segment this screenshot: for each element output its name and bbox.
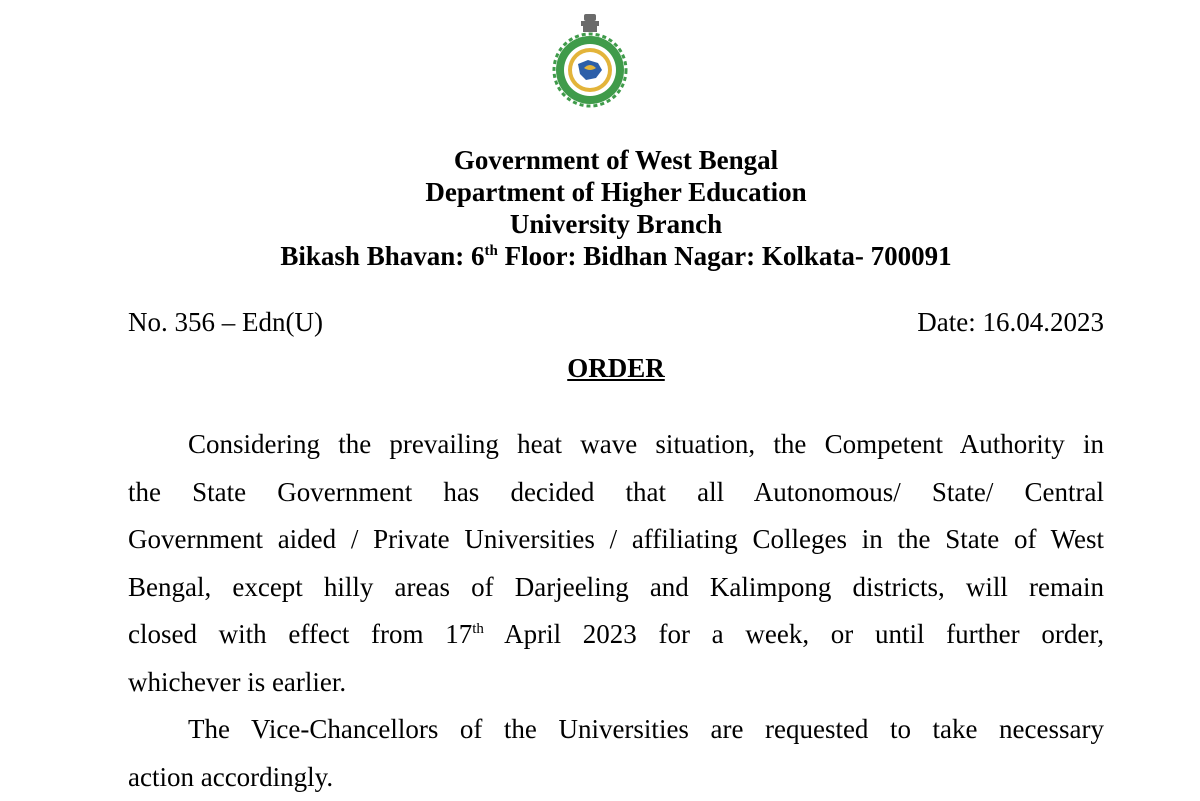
office-address	[0, 240, 1200, 272]
ordinal-suffix: th	[472, 621, 484, 637]
paragraph-line: Bengal, except hilly areas of Darjeeling and Kalimpong districts, will remain	[128, 564, 1104, 612]
order-date: Date: 16.04.2023	[917, 306, 1104, 338]
paragraph-line: action accordingly.	[128, 754, 1104, 801]
order-title: ORDER	[0, 352, 1200, 384]
ashoka-pillar-icon	[581, 14, 599, 32]
address-ordinal: th	[484, 243, 497, 259]
paragraph-line: Considering the prevailing heat wave situation, the Competent Authority in	[128, 421, 1104, 469]
paragraph-line: the State Government has decided that all Autonomous/ State/ Central	[128, 469, 1104, 517]
address-part: Floor: Bidhan Nagar: Kolkata- 700091	[498, 241, 952, 271]
paragraph-line: Government aided / Private Universities / affiliating Colleges in the State of West	[128, 516, 1104, 564]
letterhead	[0, 144, 1200, 272]
text-part: April 2023 for a week, or until further order,	[484, 619, 1104, 649]
paragraph-line: whichever is earlier.	[128, 659, 1104, 707]
department-name: Department of Higher Education	[0, 176, 1200, 208]
order-body	[128, 421, 1104, 801]
order-number: No. 356 – Edn(U)	[128, 306, 323, 338]
branch-name: University Branch	[0, 208, 1200, 240]
west-bengal-emblem-icon	[540, 10, 640, 110]
paragraph-line: The Vice-Chancellors of the Universities are requested to take necessary	[128, 706, 1104, 754]
government-name: Government of West Bengal	[0, 144, 1200, 176]
address-part: Bikash Bhavan: 6	[280, 241, 484, 271]
text-part: closed with effect from 17	[128, 619, 472, 649]
paragraph-line	[128, 611, 1104, 659]
